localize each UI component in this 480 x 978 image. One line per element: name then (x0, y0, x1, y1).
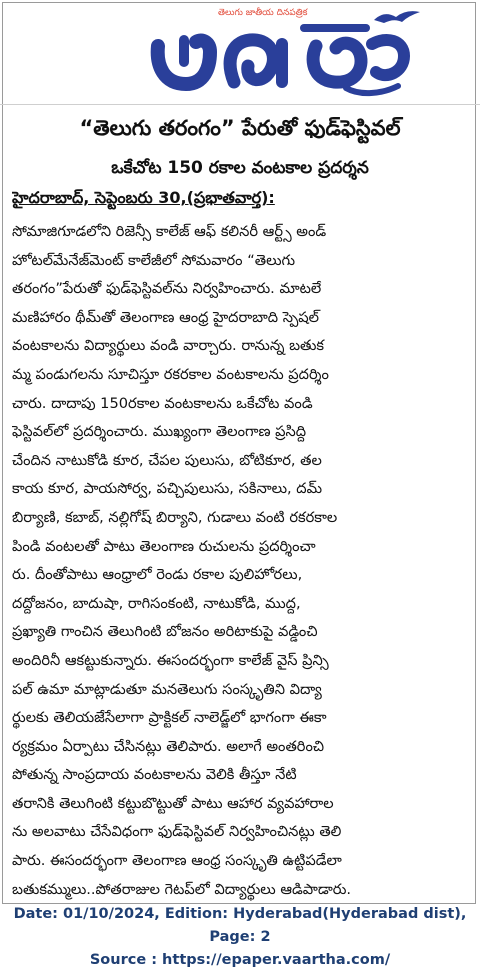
footer-page: Page: 2 (209, 929, 271, 945)
body-line: పోతున్న సాంప్రదాయ వంటకాలను వెలికి తీస్తూ నేటి (12, 766, 297, 784)
body-line: ప్రఖ్యాతి గాంచిన తెలుగింటి బోజనం అరిటాకుపై వడ్డించి (12, 623, 318, 641)
body-line: చారు. దాదాపు 150రకాల వంటకాలను ఒకేచోట వండి (12, 394, 313, 412)
article-body (12, 218, 464, 904)
body-line: వంటకాలను విద్యార్థులు వండి వార్చారు. రానున్న బతుక (12, 337, 325, 355)
article-headline: “తెలుగు తరంగం” పేరుతో ఫుడ్‌ఫెస్టివల్ (79, 116, 401, 140)
body-line: ర్థులకు తెలియజేసేలాగా ప్రాక్టికల్ నాలెడ్జ్‌లో భాగంగా ఈకా (12, 709, 327, 727)
body-line: ను అలవాటు చేసేవిధంగా ఫుడ్‌ఫెస్టివల్ నిర్వహించినట్లు తెలి (12, 823, 342, 841)
article-dateline: హైదరాబాద్, సెప్టెంబరు 30,(ప్రభాతవార్త): (12, 188, 275, 207)
body-line: తరంగం”పేరుతో ఫుడ్‌ఫెస్టివల్‌ను నిర్వహించారు. మాటలే (12, 280, 322, 298)
body-line: బతుకమ్ములు..పోతరాజుల గెటప్‌లో విద్యార్థులు ఆడిపాడారు. (12, 880, 352, 898)
divider (0, 104, 480, 105)
body-line: మణిహారం థీమ్‌తో తెలంగాణ ఆంధ్ర హైదరాబాది స్పెషల్ (12, 308, 320, 326)
body-line: పల్ ఉమా మాట్లాడుతూ మనతెలుగు సంస్కృతిని విద్యా (12, 680, 322, 698)
body-line: దద్దోజనం, బాదుషా, రాగిసంకంటి, నాటుకోడి, ముద్ద, (12, 594, 301, 612)
body-line: హోటల్‌మేనేజ్‌మెంట్ కాలేజీలో సోమవారం “తెలుగు (12, 251, 296, 269)
body-line: కాయ కూర, పాయసోర్వ, పచ్చిపులుసు, సకినాలు, దమ్ (12, 480, 323, 498)
vaartha-logo (150, 22, 432, 98)
body-line: అందిరినీ ఆకట్టుకున్నారు. ఈసందర్భంగా కాలేజ్ వైస్ ప్రిన్సి (12, 651, 329, 669)
body-line: మ్మ పండుగలను సూచిస్తూ రకరకాల వంటకాలను ప్రదర్శిం (12, 365, 329, 383)
masthead-tagline: తెలుగు జాతీయ దినపత్రిక (218, 8, 308, 18)
body-line: ఫెస్టివల్‌లో ప్రదర్శించారు. ముఖ్యంగా తెలంగాణ ప్రసిద్ది (12, 423, 307, 441)
body-line: పారు. ఈసందర్భంగా తెలంగాణ ఆంధ్ర సంస్కృతి ఉట్టిపడేలా (12, 852, 342, 870)
body-line: పిండి వంటలతో పాటు తెలంగాణ రుచులను ప్రదర్శించా (12, 537, 316, 555)
masthead (150, 8, 432, 98)
footer-date-edition: Date: 01/10/2024, Edition: Hyderabad(Hyderabad dist), (13, 906, 467, 922)
body-line: బిర్యాణి, కబాబ్, నల్లిగోష్ బిర్యాని, గుడాలు వంటి రకరకాల (12, 508, 338, 526)
body-line: తరానికి తెలుగింటి కట్టుబొట్టుతో పాటు ఆహార వ్యవహారాల (12, 794, 334, 812)
body-line: సోమాజిగూడలోని రిజెన్సీ కాలేజ్ ఆఫ్ కలినరీ ఆర్ట్స్ అండ్ (12, 223, 327, 240)
body-line: ర్యక్రమం ఏర్పాటు చేసినట్లు తెలిపారు. అలాగే అంతరించి (12, 737, 325, 755)
article-subheadline: ఒకేచోట 150 రకాల వంటకాల ప్రదర్శన (111, 158, 369, 178)
footer-source: Source : https://epaper.vaartha.com/ (89, 952, 391, 968)
body-line: చేందిన నాటుకోడి కూర, చేపల పులుసు, బోటికూర, తల (12, 451, 322, 469)
body-line: రు. దీంతోపాటు ఆంధ్రాలో రెండు రకాల పులిహోరలు, (12, 566, 303, 584)
